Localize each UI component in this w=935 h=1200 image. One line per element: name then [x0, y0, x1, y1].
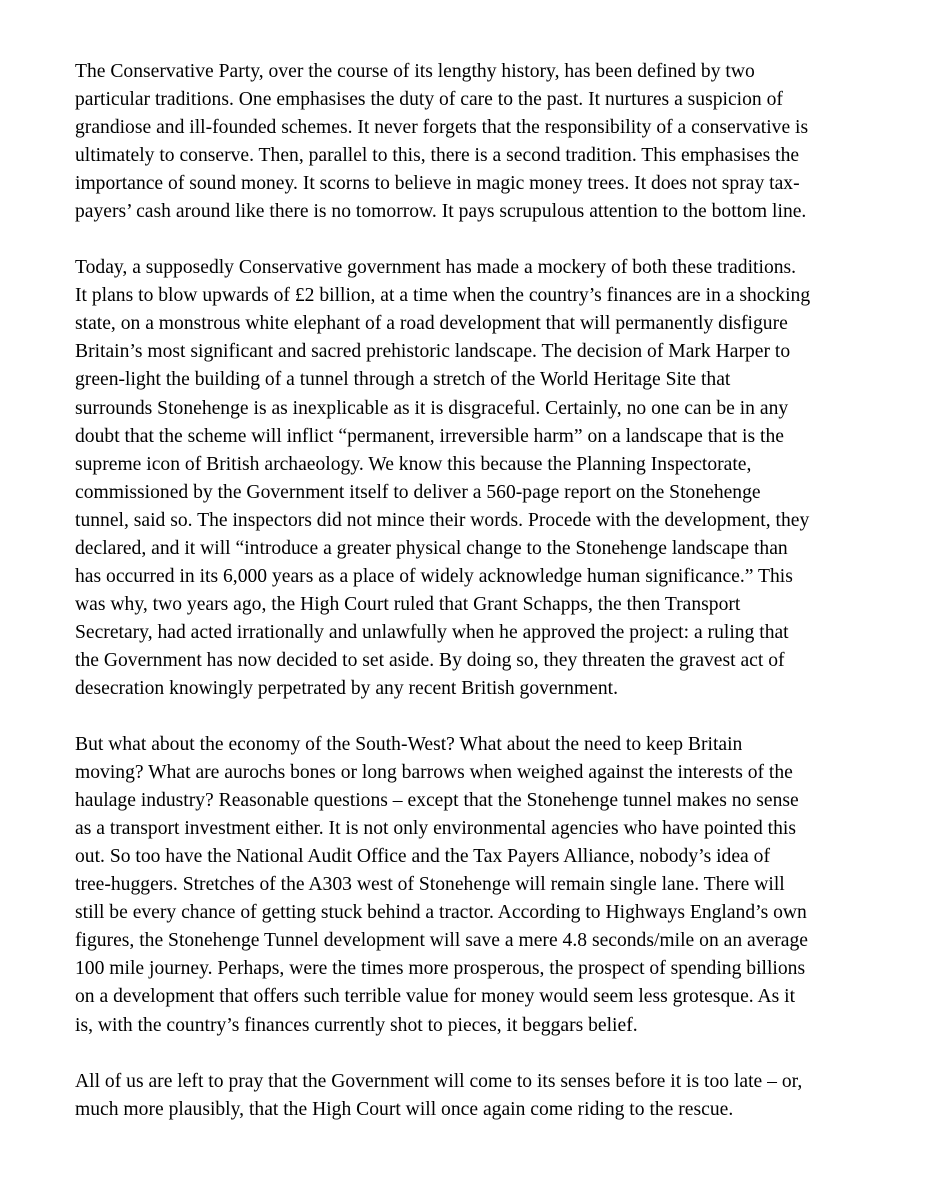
- paragraph-3: But what about the economy of the South-West? What about the need to keep Britain moving? What are aurochs bones or long barrows when weighed against the interests of the haulage industry? Reasonable questions – except that the Stonehenge tunnel makes no sense as a transport investment either. It is not only environmental agencies who have pointed this out. So too have the National Audit Office and the Tax Payers Alliance, nobody’s idea of tree-huggers. Stretches of the A303 west of Stonehenge will remain single lane. There will still be every chance of getting stuck behind a tractor. According to Highways England’s own figures, the Stonehenge Tunnel development will save a mere 4.8 seconds/mile on an average 100 mile journey. Perhaps, were the times more prosperous, the prospect of spending billions on a development that offers such terrible value for money would seem less grotesque. As it is, with the country’s finances currently shot to pieces, it beggars belief.: [75, 734, 808, 1036]
- document-page: [75, 58, 875, 1124]
- paragraph-2: Today, a supposedly Conservative government has made a mockery of both these traditions. It plans to blow upwards of £2 billion, at a time when the country’s finances are in a shocking state, on a monstrous white elephant of a road development that will permanently disfigure Britain’s most significant and sacred prehistoric landscape. The decision of Mark Harper to green-light the building of a tunnel through a stretch of the World Heritage Site that surrounds Stonehenge is as inexplicable as it is disgraceful. Certainly, no one can be in any doubt that the scheme will inflict “permanent, irreversible harm” on a landscape that is the supreme icon of British archaeology. We know this because the Planning Inspectorate, commissioned by the Government itself to deliver a 560-page report on the Stonehenge tunnel, said so. The inspectors did not mince their words. Procede with the development, they declared, and it will “introduce a greater physical change to the Stonehenge landscape than has occurred in its 6,000 years as a place of widely acknowledge human significance.” This was why, two years ago, the High Court ruled that Grant Schapps, the then Transport Secretary, had acted irrationally and unlawfully when he approved the project: a ruling that the Government has now decided to set aside. By doing so, they threaten the gravest act of desecration knowingly perpetrated by any recent British government.: [75, 257, 811, 699]
- paragraph-1: The Conservative Party, over the course of its lengthy history, has been defined by two particular traditions. One emphasises the duty of care to the past. It nurtures a suspicion of grandiose and ill-founded schemes. It never forgets that the responsibility of a conservative is ultimately to conserve. Then, parallel to this, there is a second tradition. This emphasises the importance of sound money. It scorns to believe in magic money trees. It does not spray tax- payers’ cash around like there is no tomorrow. It pays scrupulous attention to the bottom line.: [75, 61, 809, 223]
- paragraph-4: All of us are left to pray that the Government will come to its senses before it is too late – or, much more plausibly, that the High Court will once again come riding to the rescue.: [75, 1070, 803, 1120]
